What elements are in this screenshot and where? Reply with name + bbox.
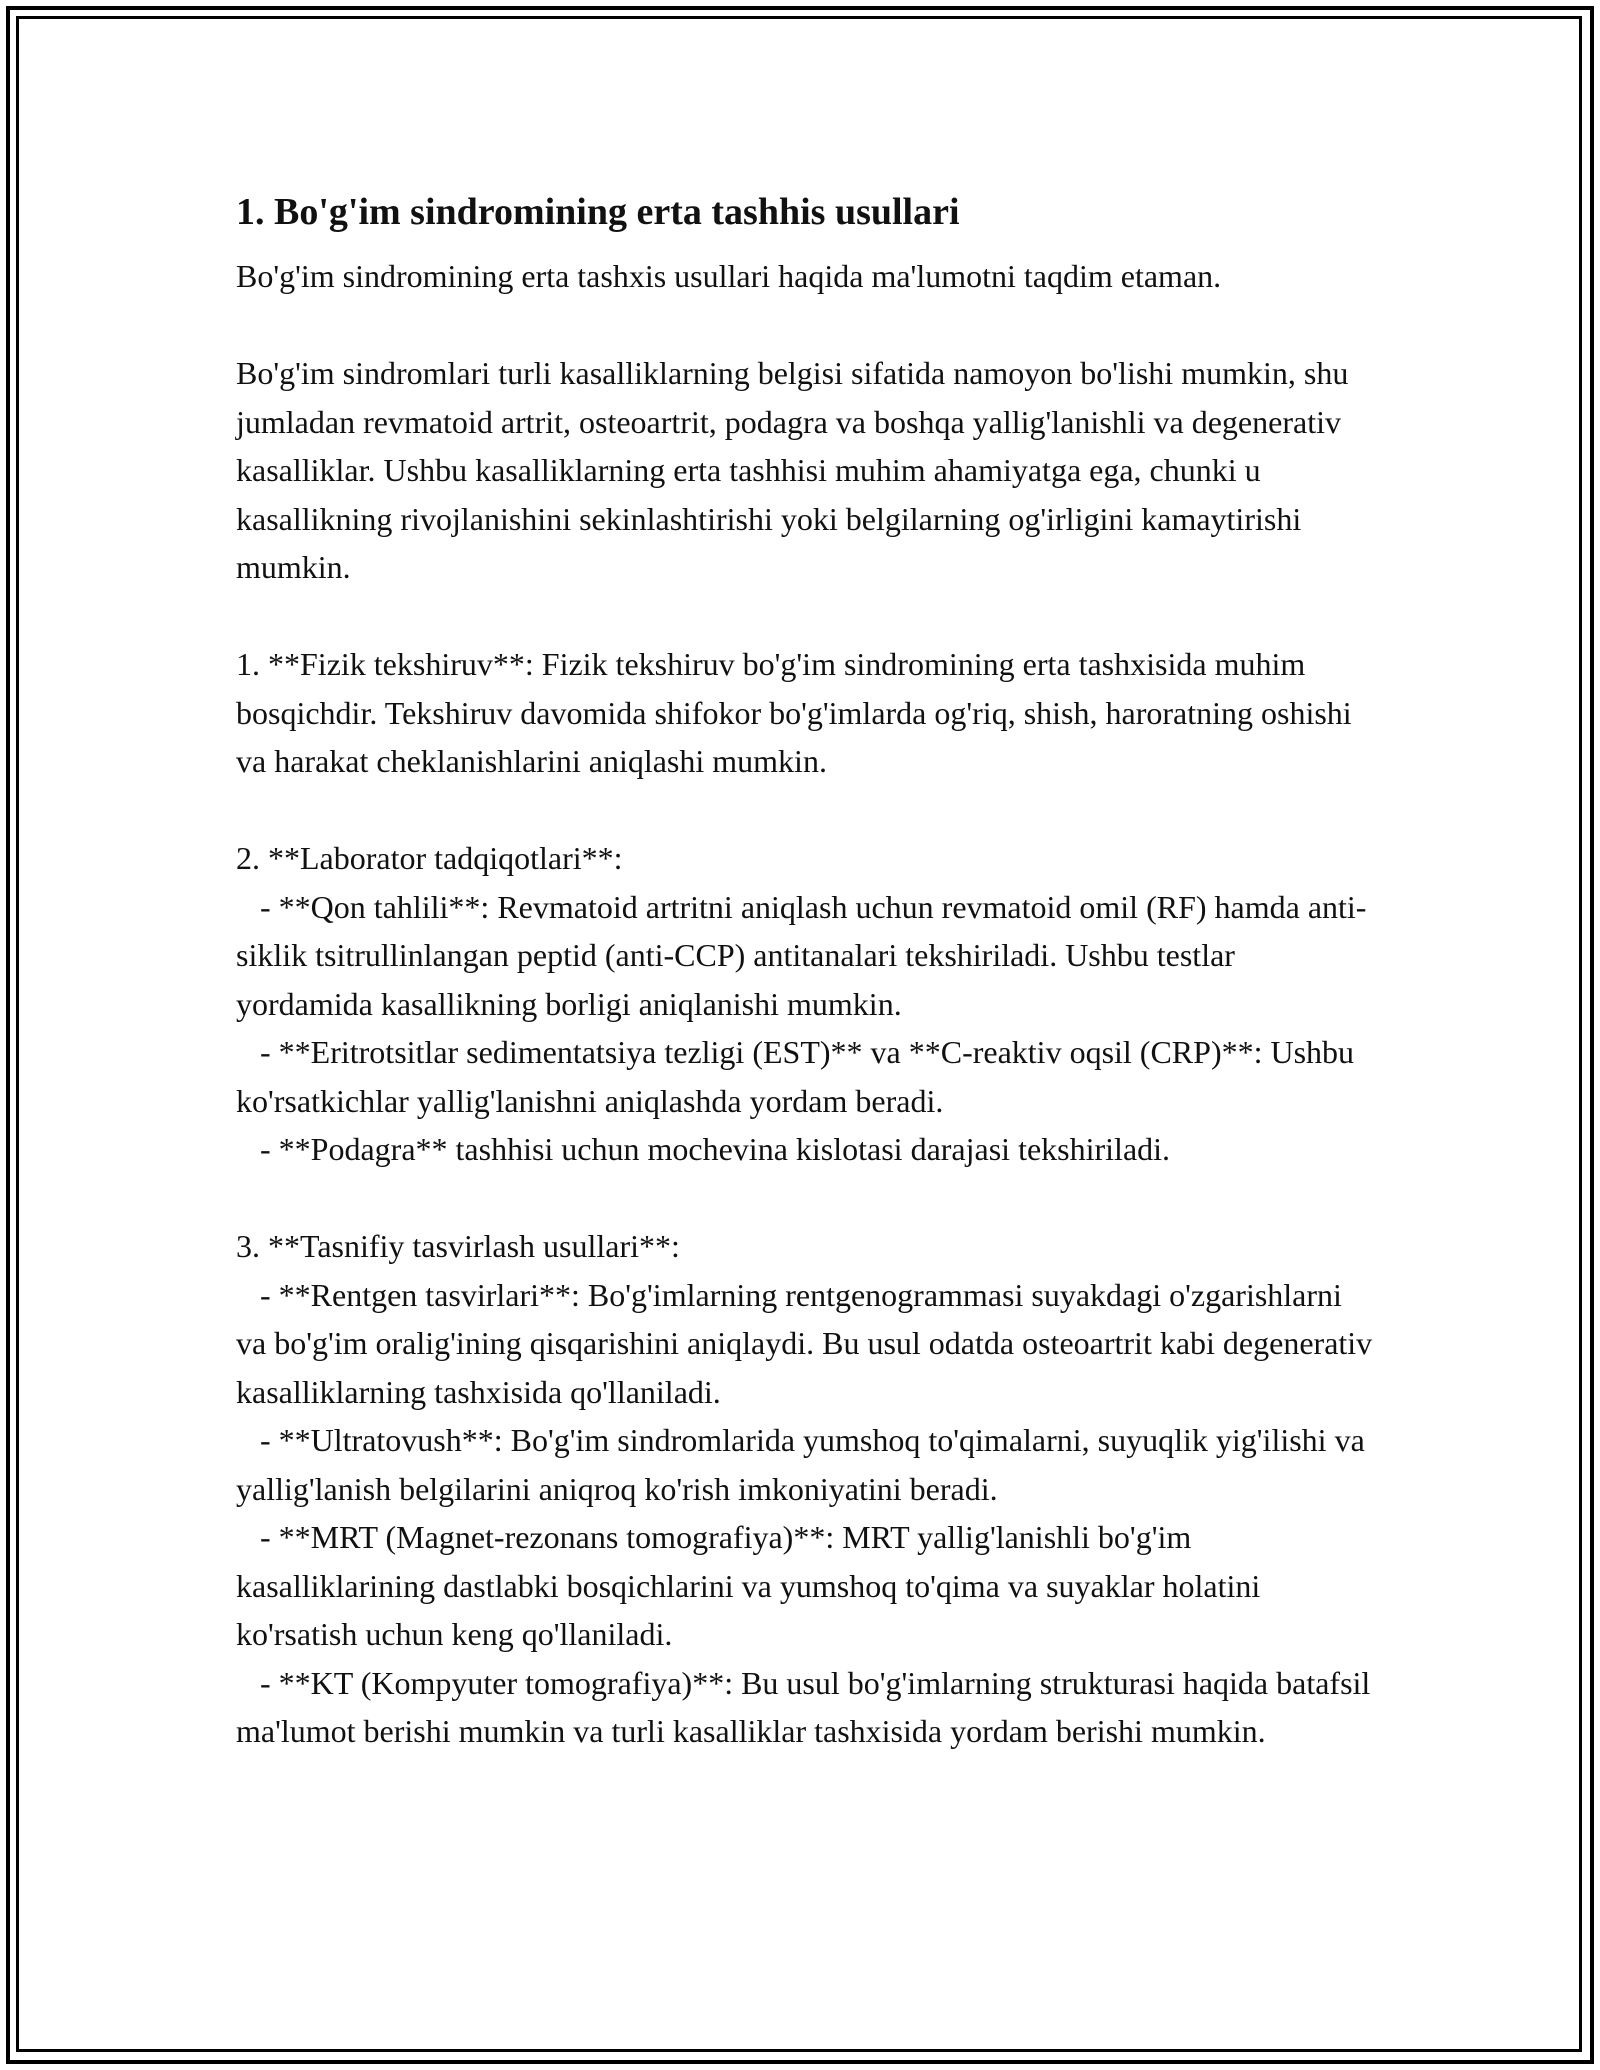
intro-paragraph: Bo'g'im sindromining erta tashxis usullari haqida ma'lumotni taqdim etaman. — [236, 258, 1222, 294]
paragraph-spacer — [236, 301, 1376, 350]
section-laboratory: 2. **Laborator tadqiqotlari**: - **Qon tahlili**: Revmatoid artritni aniqlash uchun revmatoid omil (RF) hamda anti-siklik tsitrullinlangan peptid (anti-CCP) antitanalari tekshiriladi. Ushbu testlar yordamida kasallikning borligi aniqlanishi mumkin. - **Eritrotsitlar sedimentatsiya tezligi (EST)** va **C-reaktiv oqsil (CRP)**: Ushbu ko'rsatkichlar yallig'lanishni aniqlashda yordam beradi. - **Podagra** tashhisi uchun mochevina kislotasi darajasi tekshiriladi. — [236, 840, 1367, 1167]
overview-paragraph: Bo'g'im sindromlari turli kasalliklarning belgisi sifatida namoyon bo'lishi mumkin, shu jumladan revmatoid artrit, osteoartrit, podagra va boshqa yallig'lanishli va degenerativ kasalliklar. Ushbu kasalliklarning erta tashhisi muhim ahamiyatga ega, chunki u kasallikning rivojlanishini sekinlashtirishi yoki belgilarning og'irligini kamaytirishi mumkin. — [236, 355, 1357, 585]
document-body — [236, 186, 1376, 1756]
paragraph-spacer — [236, 786, 1376, 835]
paragraph-spacer — [236, 592, 1376, 641]
section-imaging: 3. **Tasnifiy tasvirlash usullari**: - **Rentgen tasvirlari**: Bo'g'imlarning rentgenogrammasi suyakdagi o'zgarishlarni va bo'g'im oralig'ining qisqarishini aniqlaydi. Bu usul odatda osteoartrit kabi degenerativ kasalliklarning tashxisida qo'llaniladi. - **Ultratovush**: Bo'g'im sindromlarida yumshoq to'qimalarni, suyuqlik yig'ilishi va yallig'lanish belgilarini aniqroq ko'rish imkoniyatini beradi. - **MRT (Magnet-rezonans tomografiya)**: MRT yallig'lanishli bo'g'im kasalliklarining dastlabki bosqichlarini va yumshoq to'qima va suyaklar holatini ko'rsatish uchun keng qo'llaniladi. - **KT (Kompyuter tomografiya)**: Bu usul bo'g'imlarning strukturasi haqida batafsil ma'lumot berishi mumkin va turli kasalliklar tashxisida yordam berishi mumkin. — [236, 1228, 1373, 1749]
document-title: 1. Bo'g'im sindromining erta tashhis usullari — [236, 191, 960, 233]
section-physical-exam: 1. **Fizik tekshiruv**: Fizik tekshiruv bo'g'im sindromining erta tashxisida muhim bosqichdir. Tekshiruv davomida shifokor bo'g'imlarda og'riq, shish, haroratning oshishi va harakat cheklanishlarini aniqlashi mumkin. — [236, 646, 1360, 779]
paragraph-spacer — [236, 1174, 1376, 1223]
